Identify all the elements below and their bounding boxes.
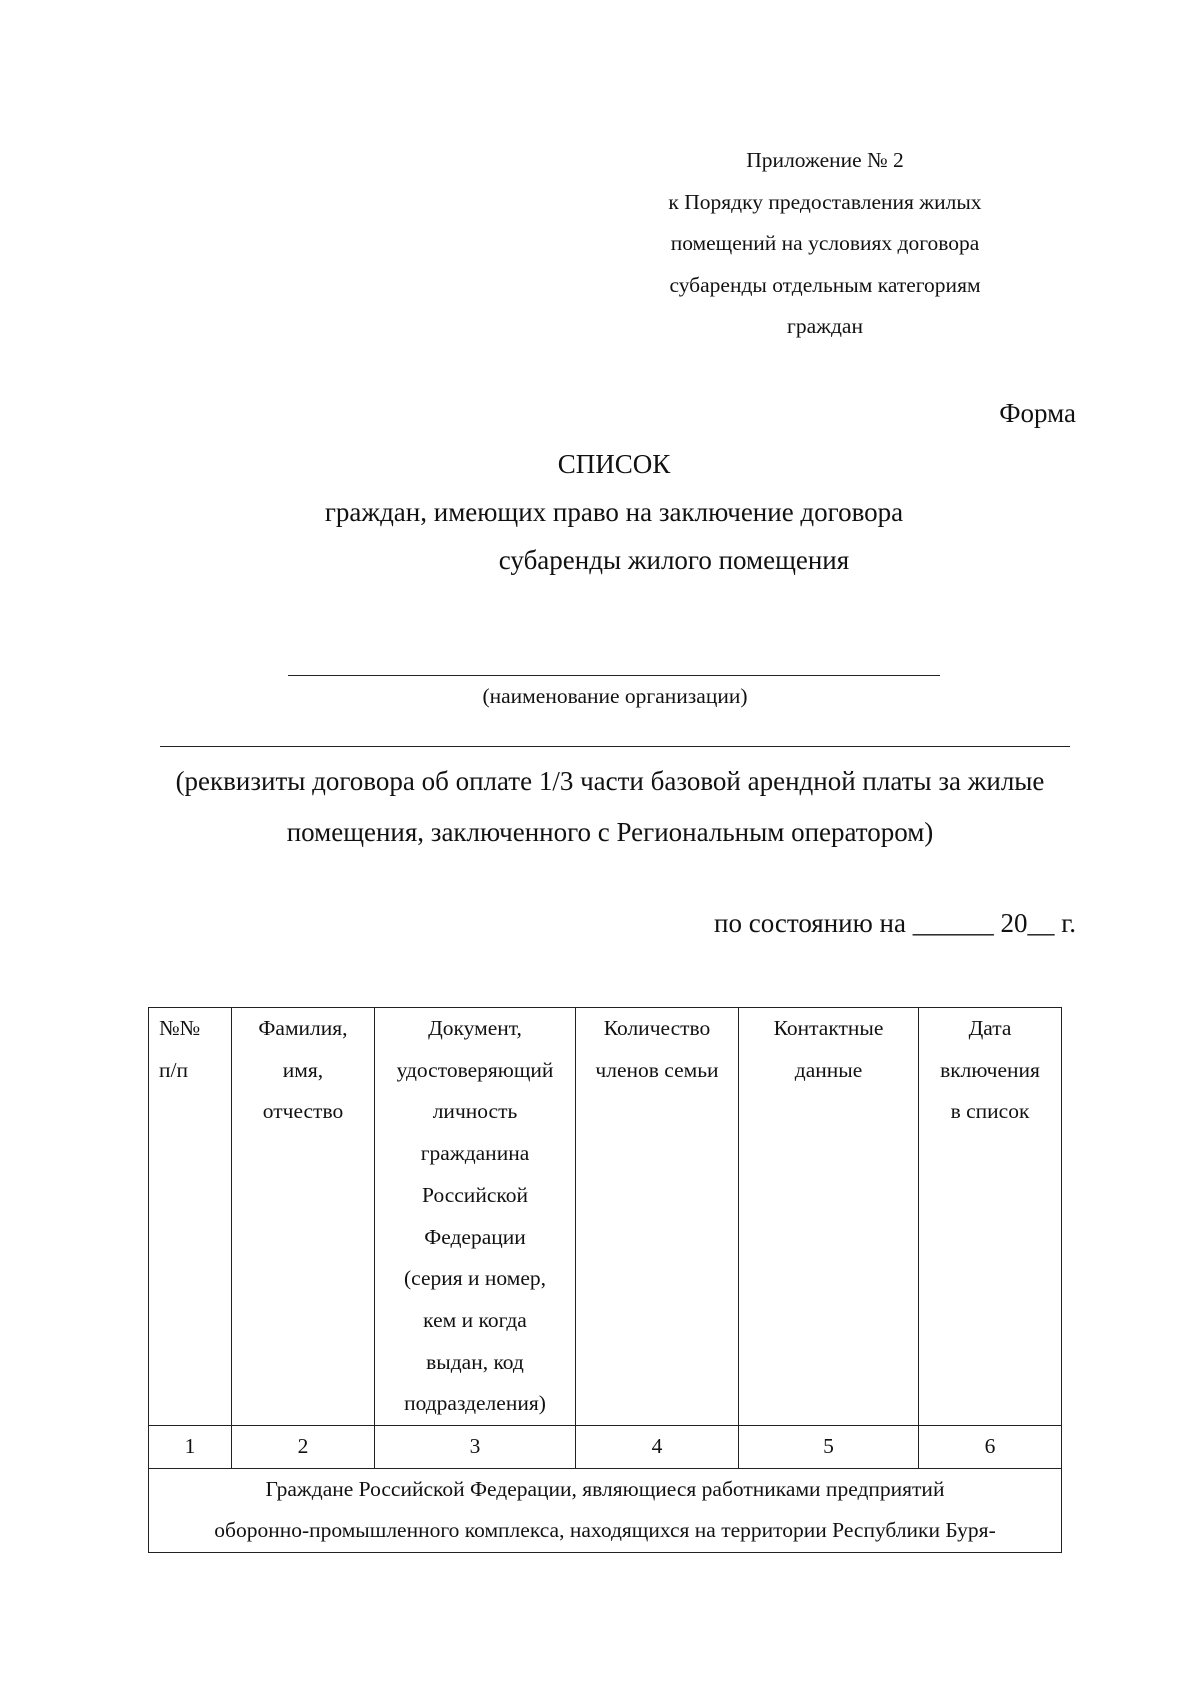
category-cell bbox=[149, 1468, 1062, 1552]
header-text: отчество bbox=[262, 1099, 344, 1124]
document-subtitle-line-1: граждан, имеющих право на заключение договора bbox=[324, 497, 904, 527]
column-number-cell: 6 bbox=[919, 1426, 1062, 1469]
document-subtitle-line-2: субаренды жилого помещения bbox=[498, 545, 850, 575]
header-text: кем и когда bbox=[423, 1307, 527, 1332]
annex-line: к Порядку предоставления жилых bbox=[668, 189, 982, 214]
header-text: (серия и номер, bbox=[403, 1266, 547, 1291]
table-header-row bbox=[149, 1008, 1062, 1426]
header-text: гражданина bbox=[420, 1141, 530, 1166]
column-number-cell: 1 bbox=[149, 1426, 232, 1469]
header-text: Количество bbox=[603, 1016, 711, 1040]
header-text: удостоверяющий bbox=[396, 1057, 554, 1082]
header-text: Федерации bbox=[424, 1224, 526, 1249]
requisites-blank-line bbox=[160, 746, 1070, 747]
column-number-cell: 5 bbox=[739, 1426, 919, 1469]
column-number-cell: 4 bbox=[576, 1426, 739, 1469]
column-number-cell: 2 bbox=[232, 1426, 375, 1469]
annex-line: Приложение № 2 bbox=[746, 148, 904, 172]
header-cell-contacts bbox=[739, 1008, 919, 1426]
as-of-date: по состоянию на ______ 20__ г. bbox=[714, 908, 1076, 938]
header-cell-inclusion-date bbox=[919, 1008, 1062, 1426]
header-text: в список bbox=[950, 1099, 1030, 1124]
header-cell-family-members bbox=[576, 1008, 739, 1426]
category-row bbox=[149, 1468, 1062, 1552]
header-cell-document bbox=[375, 1008, 576, 1426]
annex-header bbox=[640, 140, 1010, 348]
header-text: членов семьи bbox=[595, 1057, 719, 1082]
form-label: Форма bbox=[999, 398, 1076, 428]
header-text: Фамилия, bbox=[258, 1016, 348, 1040]
header-cell-number bbox=[149, 1008, 232, 1426]
header-text: выдан, код bbox=[426, 1349, 524, 1374]
requisites-caption bbox=[140, 756, 1080, 858]
column-number-cell: 3 bbox=[375, 1426, 576, 1469]
annex-line: граждан bbox=[787, 314, 863, 338]
annex-line: помещений на условиях договора bbox=[670, 231, 980, 255]
header-text: личность bbox=[432, 1099, 518, 1124]
header-cell-name bbox=[232, 1008, 375, 1426]
column-number-row bbox=[149, 1426, 1062, 1469]
header-text: п/п bbox=[159, 1057, 188, 1082]
document-title: СПИСОК bbox=[557, 449, 671, 479]
header-text: №№ bbox=[159, 1016, 201, 1040]
organization-blank-line bbox=[288, 675, 940, 676]
header-text: Дата bbox=[968, 1016, 1012, 1040]
header-text: Документ, bbox=[428, 1016, 522, 1040]
organization-caption: (наименование организации) bbox=[482, 684, 748, 708]
requisites-line-1: (реквизиты договора об оплате 1/3 части базовой арендной платы за жилые bbox=[175, 766, 1045, 796]
requisites-line-2: помещения, заключенного с Региональным оператором) bbox=[286, 817, 934, 847]
header-text: подразделения) bbox=[404, 1391, 546, 1416]
category-line-2: оборонно-промышленного комплекса, находящихся на территории Республики Буря- bbox=[214, 1518, 996, 1543]
category-line-1: Граждане Российской Федерации, являющиеся работниками предприятий bbox=[265, 1476, 945, 1501]
citizens-table bbox=[148, 1007, 1062, 1553]
header-text: включения bbox=[940, 1057, 1040, 1082]
header-text: Российской bbox=[422, 1182, 528, 1207]
header-text: Контактные bbox=[773, 1016, 884, 1040]
header-text: имя, bbox=[282, 1057, 324, 1082]
header-text: данные bbox=[794, 1057, 863, 1082]
annex-line: субаренды отдельным категориям bbox=[669, 272, 981, 297]
